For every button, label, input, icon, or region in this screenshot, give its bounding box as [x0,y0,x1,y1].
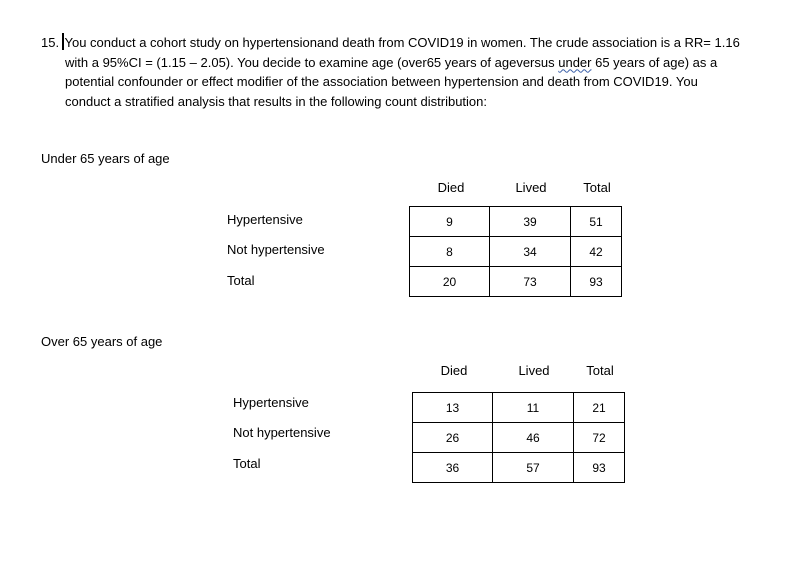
row-label-hypertensive: Hypertensive [227,212,303,227]
table-row [413,393,625,423]
cell-not-hypertensive-total: 72 [574,423,625,453]
row-label-total: Total [233,456,261,471]
column-header-total: Total [583,180,611,195]
cell-total-lived: 73 [490,267,571,297]
cell-hypertensive-lived: 39 [490,207,571,237]
cell-total-died: 20 [410,267,490,297]
stratum-under-65-label: Under 65 years of age [41,151,170,166]
column-header-lived: Lived [518,363,550,378]
cell-not-hypertensive-died: 26 [413,423,493,453]
cell-total-died: 36 [413,453,493,483]
cell-hypertensive-lived: 11 [493,393,574,423]
cell-hypertensive-died: 9 [410,207,490,237]
question-line-2-tail: 65 years of age) as a [591,54,718,70]
cell-not-hypertensive-lived: 46 [493,423,574,453]
question-line-1 [61,33,740,53]
cell-total-lived: 57 [493,453,574,483]
cell-total-total: 93 [571,267,622,297]
cell-not-hypertensive-total: 42 [571,237,622,267]
cell-total-total: 93 [574,453,625,483]
count-table-over-65 [412,392,625,483]
cell-not-hypertensive-died: 8 [410,237,490,267]
question-line-3: potential confounder or effect modifier of the association between hypertension and death from COVID19. You [65,74,698,89]
row-label-not-hypertensive: Not hypertensive [233,425,331,440]
text-cursor [62,33,64,50]
column-header-total: Total [586,363,614,378]
count-table-under-65 [409,206,622,297]
question-number: 15. [41,35,60,50]
question-line-4: conduct a stratified analysis that results in the following count distribution: [65,93,488,109]
column-header-lived: Lived [515,180,547,195]
table-row [410,267,622,297]
question-line-2 [65,53,717,73]
row-label-hypertensive: Hypertensive [233,395,309,410]
table-row [413,453,625,483]
row-label-not-hypertensive: Not hypertensive [227,242,325,257]
column-header-died: Died [440,363,468,378]
row-label-total: Total [227,273,255,288]
table-row [410,207,622,237]
question-line-1-text: You conduct a cohort study on hypertensionand death from COVID19 in women. The crude association is a RR= 1.16 [64,35,740,50]
question-line-2-text: with a 95%CI = (1.15 – 2.05). You decide to examine age (over65 years of ageversus [65,54,559,70]
column-header-died: Died [437,180,465,195]
cell-hypertensive-total: 51 [571,207,622,237]
stratum-over-65-label: Over 65 years of age [41,334,163,349]
cell-not-hypertensive-lived: 34 [490,237,571,267]
cell-hypertensive-total: 21 [574,393,625,423]
spellcheck-flagged-word: under [558,54,592,70]
table-row [413,423,625,453]
table-row [410,237,622,267]
cell-hypertensive-died: 13 [413,393,493,423]
